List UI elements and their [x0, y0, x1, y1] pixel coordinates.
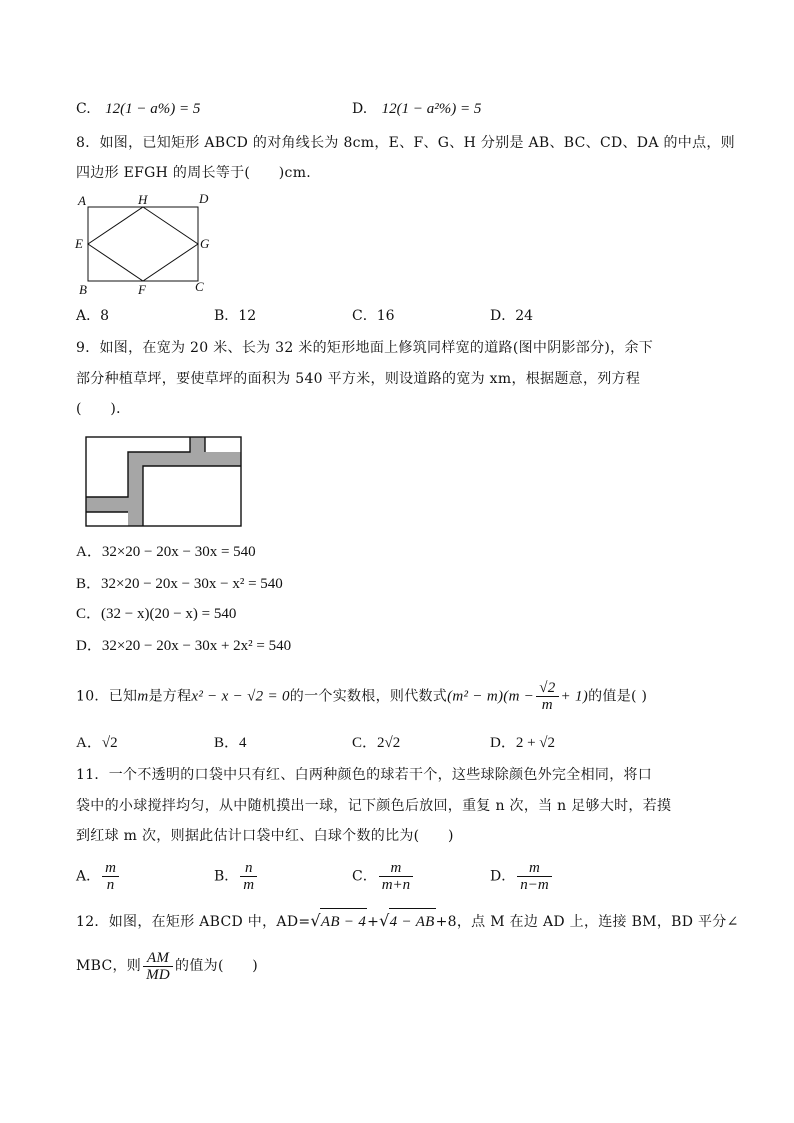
q8-text-line1: 8．如图，已知矩形 ABCD 的对角线长为 8cm，E、F、G、H 分别是 AB、BC、CD、DA 的中点，则 [76, 135, 735, 151]
label-h: H [138, 192, 148, 207]
q9-option-d: D．32×20 − 20x − 30x + 2x² = 540 [76, 638, 292, 654]
q7-option-c-expr: 12(1 − a%) = 5 [105, 101, 201, 117]
q10-expression-left: (m² − m)(m − [447, 688, 535, 705]
q8-text-line2: 四边形 EFGH 的周长等于( )cm. [76, 165, 312, 181]
q10-option-a: A．√2 [76, 735, 118, 751]
q8-rectangle-figure [72, 190, 220, 298]
q10-option-d: D．2 + √2 [490, 735, 556, 751]
q11-option-a: A． $\frac{m}{n}$ [76, 860, 121, 893]
q12-radical-2: 4 − AB [389, 908, 436, 935]
q7-option-d-expr: 12(1 − a²%) = 5 [381, 101, 482, 117]
q12-radical-1: AB − 4 [320, 908, 367, 935]
label-c: C [195, 279, 204, 294]
q10-option-c: C．2√2 [352, 735, 401, 751]
q9-text-line3: ( )． [76, 401, 131, 417]
q9-option-b: B．32×20 − 20x − 30x − x² = 540 [76, 576, 283, 592]
q12-fraction: $\frac{AM}{MD}$ [143, 950, 173, 983]
q8-option-d: D．24 [490, 308, 534, 324]
q11-option-b: B． $\frac{n}{m}$ [214, 860, 259, 893]
rhombus-efgh [88, 207, 198, 281]
q10-equation: x² − x − √2 = 0 [191, 688, 290, 705]
label-d: D [199, 191, 209, 206]
q11-text-line2: 袋中的小球搅拌均匀，从中随机摸出一球，记下颜色后放回，重复 n 次，当 n 足够大时，若摸 [76, 798, 672, 814]
q7-option-c: C. 12(1 − a%) = 5 [76, 101, 201, 117]
q9-text-line1: 9．如图，在宽为 20 米、长为 32 米的矩形地面上修筑同样宽的道路(图中阴影部分)，余下 [76, 340, 654, 356]
q7-option-d: D. 12(1 − a²%) = 5 [352, 101, 482, 117]
label-g: G [200, 236, 210, 251]
q12-text-line1: 12．如图，在矩形 ABCD 中，AD=√AB − 4+√4 − AB+8，点 M 在边 AD 上，连接 BM，BD 平分∠ [76, 908, 739, 935]
q11-text-line1: 11．一个不透明的口袋中只有红、白两种颜色的球若干个，这些球除颜色外完全相同，将口 [76, 767, 653, 783]
label-f: F [138, 282, 146, 297]
q9-road-figure [84, 435, 246, 529]
q9-option-a: A．32×20 − 20x − 30x = 540 [76, 544, 256, 560]
rectangle-abcd [88, 207, 198, 281]
q11-option-d: D． $\frac{m}{n-m}$ [490, 860, 554, 893]
label-e: E [75, 236, 83, 251]
q11-option-c: C． $\frac{m}{m+n}$ [352, 860, 415, 893]
q9-option-c: C．(32 − x)(20 − x) = 540 [76, 606, 237, 622]
label-a: A [78, 193, 86, 208]
label-b: B [79, 282, 87, 297]
q10-fraction: $\frac{√2}{m}$ [536, 680, 558, 713]
q12-text-line2: MBC，则 $\frac{AM}{MD}$ 的值为( ) [76, 949, 259, 983]
q8-option-b: B．12 [214, 308, 257, 324]
q8-option-c: C．16 [352, 308, 395, 324]
q10-option-b: B．4 [214, 735, 247, 751]
q10-expression-right: + 1) [560, 688, 589, 705]
q9-text-line2: 部分种植草坪，要使草坪的面积为 540 平方米，则设道路的宽为 xm，根据题意，列方程 [76, 371, 641, 387]
road-outline [86, 437, 241, 526]
q11-text-line3: 到红球 m 次，则据此估计口袋中红、白球个数的比为( ) [76, 828, 454, 844]
q10-text: 10．已知m是方程x² − x − √2 = 0的一个实数根，则代数式(m² − m)(m − $\frac{√2}{m}$ + 1)的值是( ) [76, 680, 648, 713]
q8-option-a: A．8 [76, 308, 110, 324]
